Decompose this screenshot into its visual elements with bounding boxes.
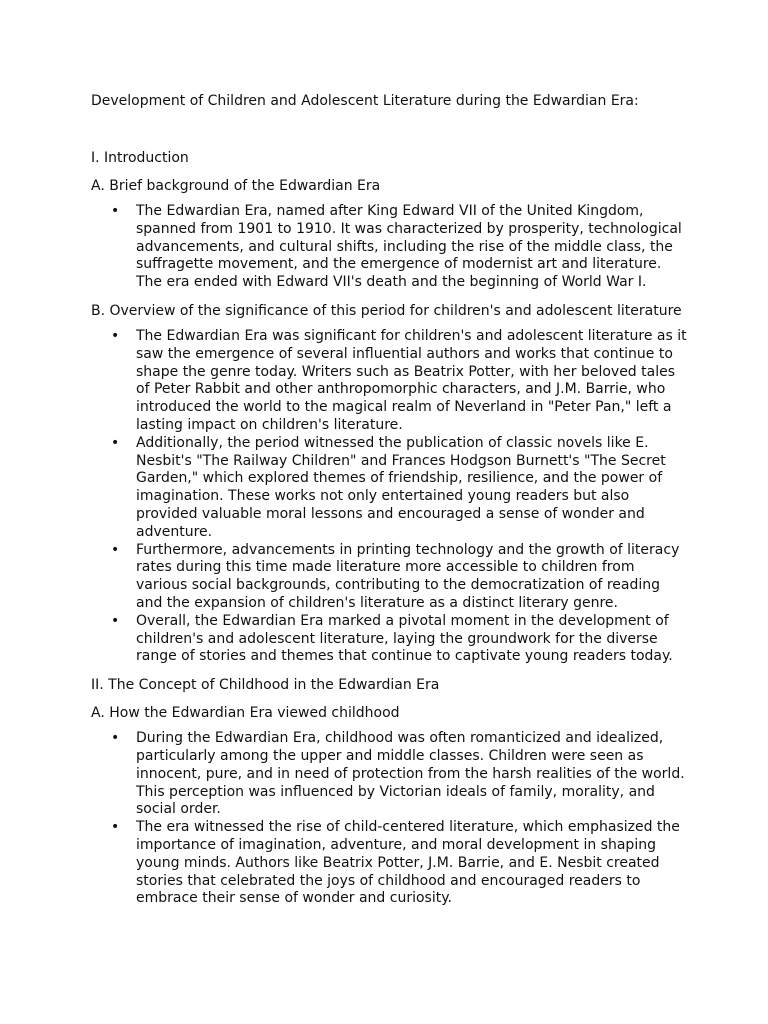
bullet-list-childhood xyxy=(91,730,688,908)
list-item xyxy=(91,730,688,819)
bullet-icon: • xyxy=(111,434,120,451)
list-item xyxy=(91,435,688,542)
list-item-text: Furthermore, advancements in printing technology and the growth of literacy rates during this time made literature more accessible to children from various social backgrounds, contributing to the democratization of reading and the expansion of children's literature as a distinct literary genre. xyxy=(136,541,680,611)
subheading-brief-background: A. Brief background of the Edwardian Era xyxy=(91,178,381,194)
bullet-icon: • xyxy=(111,203,120,219)
section-heading-concept-of-childhood: II. The Concept of Childhood in the Edwardian Era xyxy=(91,677,440,694)
list-item xyxy=(91,542,688,613)
bullet-list-background xyxy=(91,203,688,292)
list-item-text: The Edwardian Era was significant for children's and adolescent literature as it saw the emergence of several influential authors and works that continue to shape the genre today. Writers such as Beatrix Potter, with her beloved tales of Peter Rabbit and other anthropomorphic characters, and J.M. Barrie, who introduced the world to the magical realm of Neverland in "Peter Pan," left a lasting impact on children's literature. xyxy=(136,327,687,433)
bullet-icon: • xyxy=(111,730,120,747)
bullet-list-significance xyxy=(91,328,688,666)
section-heading-introduction: I. Introduction xyxy=(91,150,189,166)
list-item-text: Additionally, the period witnessed the publication of classic novels like E. Nesbit's "The Railway Children" and Frances Hodgson Burnett's "The Secret Garden," which explored themes of friendship, resilience, and the power of imagination. These works not only entertained young readers but also provided valuable moral lessons and encouraged a sense of wonder and adventure. xyxy=(136,434,666,540)
document-title: Development of Children and Adolescent Literature during the Edwardian Era: xyxy=(91,93,639,109)
bullet-icon: • xyxy=(111,819,120,836)
bullet-icon: • xyxy=(111,327,120,344)
list-item xyxy=(91,203,688,292)
bullet-icon: • xyxy=(111,612,120,629)
list-item-text: Overall, the Edwardian Era marked a pivotal moment in the development of children's and adolescent literature, laying the groundwork for the diverse range of stories and themes that continue to captivate young readers today. xyxy=(136,612,673,665)
list-item-text: During the Edwardian Era, childhood was often romanticized and idealized, particularly among the upper and middle classes. Children were seen as innocent, pure, and in need of protection from the harsh realities of the world. This perception was influenced by Victorian ideals of family, morality, and social order. xyxy=(136,730,685,818)
bullet-icon: • xyxy=(111,541,120,558)
list-item-text: The era witnessed the rise of child-centered literature, which emphasized the importance of imagination, adventure, and moral development in shaping young minds. Authors like Beatrix Potter, J.M. Barrie, and E. Nesbit created stories that celebrated the joys of childhood and encouraged readers to embrace their sense of wonder and curiosity. xyxy=(136,819,680,907)
subheading-view-of-childhood: A. How the Edwardian Era viewed childhood xyxy=(91,705,400,722)
subheading-significance-overview: B. Overview of the significance of this period for children's and adolescent literature xyxy=(91,302,682,319)
list-item-text: The Edwardian Era, named after King Edward VII of the United Kingdom, spanned from 1901 to 1910. It was characterized by prosperity, technological advancements, and cultural shifts, including the rise of the middle class, the suffragette movement, and the emergence of modernist art and literature. The era ended with Edward VII's death and the beginning of World War I. xyxy=(136,203,682,291)
list-item xyxy=(91,328,688,435)
list-item xyxy=(91,819,688,908)
list-item xyxy=(91,613,688,666)
